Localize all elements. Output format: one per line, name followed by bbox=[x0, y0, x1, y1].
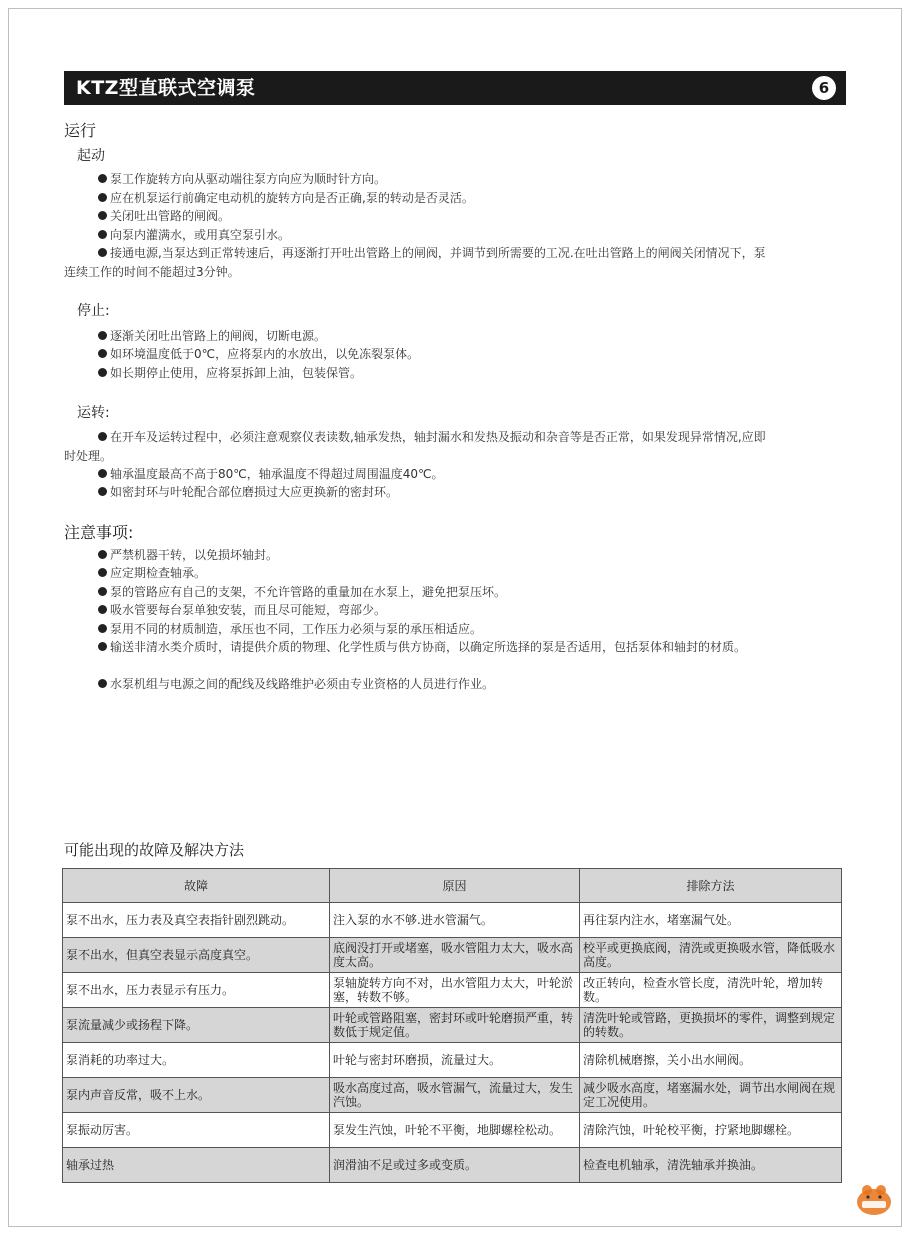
column-header-fault: 故障 bbox=[63, 869, 330, 903]
subheading-run: 运转: bbox=[77, 405, 110, 421]
bullet-icon bbox=[98, 605, 107, 614]
subheading-stop: 停止: bbox=[77, 303, 110, 319]
bullet-icon bbox=[98, 568, 107, 577]
bullet-icon bbox=[98, 679, 107, 688]
section-heading-notes: 注意事项: bbox=[64, 523, 134, 542]
bullet-icon bbox=[98, 211, 107, 220]
fault-cell: 泵不出水，压力表显示有压力。 bbox=[63, 973, 330, 1008]
list-item: 吸水管要每台泵单独安装，而且尽可能短，弯部少。 bbox=[98, 601, 386, 620]
bullet-icon bbox=[98, 642, 107, 651]
page-title: KTZ型直联式空调泵 bbox=[76, 77, 256, 99]
list-item: 轴承温度最高不高于80℃，轴承温度不得超过周围温度40℃。 bbox=[98, 465, 444, 484]
list-item: 向泵内灌满水，或用真空泵引水。 bbox=[98, 226, 290, 245]
table-row bbox=[63, 1148, 842, 1183]
remedy-cell: 再往泵内注水，堵塞漏气处。 bbox=[580, 903, 842, 938]
bullet-icon bbox=[98, 432, 107, 441]
table-row bbox=[63, 1008, 842, 1043]
cause-cell: 吸水高度过高，吸水管漏气，流量过大，发生汽蚀。 bbox=[330, 1078, 580, 1113]
fault-cell: 泵消耗的功率过大。 bbox=[63, 1043, 330, 1078]
list-item: 关闭吐出管路的闸阀。 bbox=[98, 207, 230, 226]
fault-cell: 泵不出水，但真空表显示高度真空。 bbox=[63, 938, 330, 973]
list-item: 应定期检查轴承。 bbox=[98, 564, 206, 583]
table-row bbox=[63, 1078, 842, 1113]
column-header-cause: 原因 bbox=[330, 869, 580, 903]
fault-table bbox=[62, 868, 842, 1183]
bullet-icon bbox=[98, 550, 107, 559]
fault-table-title: 可能出现的故障及解决方法 bbox=[64, 841, 245, 859]
page-number-badge: 6 bbox=[812, 76, 836, 100]
remedy-cell: 改正转向，检查水管长度，清洗叶轮，增加转数。 bbox=[580, 973, 842, 1008]
fault-cell: 轴承过热 bbox=[63, 1148, 330, 1183]
list-item: 严禁机器干转，以免损坏轴封。 bbox=[98, 546, 278, 565]
remedy-cell: 检查电机轴承，清洗轴承并换油。 bbox=[580, 1148, 842, 1183]
list-item-long: 在开车及运转过程中，必须注意观察仪表读数,轴承发热，轴封漏水和发热及振动和杂音等是否正常，如果发现异常情况,应即时处理。 bbox=[64, 430, 766, 463]
remedy-cell: 清除汽蚀，叶轮校平衡，拧紧地脚螺栓。 bbox=[580, 1113, 842, 1148]
remedy-cell: 校平或更换底阀，清洗或更换吸水管，降低吸水高度。 bbox=[580, 938, 842, 973]
fault-cell: 泵内声音反常，吸不上水。 bbox=[63, 1078, 330, 1113]
table-row bbox=[63, 973, 842, 1008]
bullet-icon bbox=[98, 587, 107, 596]
cause-cell: 底阀没打开或堵塞，吸水管阻力太大，吸水高度太高。 bbox=[330, 938, 580, 973]
table-row bbox=[63, 938, 842, 973]
fault-cell: 泵流量减少或扬程下降。 bbox=[63, 1008, 330, 1043]
list-item-long: 输送非清水类介质时，请提供介质的物理、化学性质与供方协商，以确定所选择的泵是否适用，包括泵体和轴封的材质。 bbox=[64, 638, 774, 657]
subheading-start: 起动 bbox=[77, 148, 105, 164]
list-item: 泵工作旋转方向从驱动端往泵方向应为顺时针方向。 bbox=[98, 170, 386, 189]
table-row bbox=[63, 1043, 842, 1078]
remedy-cell: 减少吸水高度，堵塞漏水处，调节出水闸阀在规定工况使用。 bbox=[580, 1078, 842, 1113]
bullet-icon bbox=[98, 230, 107, 239]
cause-cell: 润滑油不足或过多或变质。 bbox=[330, 1148, 580, 1183]
remedy-cell: 清除机械磨擦，关小出水闸阀。 bbox=[580, 1043, 842, 1078]
bullet-icon bbox=[98, 349, 107, 358]
table-row bbox=[63, 903, 842, 938]
mascot-watermark-icon bbox=[852, 1178, 896, 1218]
bullet-icon bbox=[98, 624, 107, 633]
list-item: 应在机泵运行前确定电动机的旋转方向是否正确,泵的转动是否灵活。 bbox=[98, 189, 474, 208]
list-item: 水泵机组与电源之间的配线及线路维护必须由专业资格的人员进行作业。 bbox=[98, 675, 494, 694]
cause-cell: 叶轮或管路阻塞，密封环或叶轮磨损严重，转数低于规定值。 bbox=[330, 1008, 580, 1043]
cause-cell: 叶轮与密封环磨损，流量过大。 bbox=[330, 1043, 580, 1078]
bullet-icon bbox=[98, 331, 107, 340]
cause-cell: 泵发生汽蚀，叶轮不平衡，地脚螺栓松动。 bbox=[330, 1113, 580, 1148]
cause-cell: 泵轴旋转方向不对，出水管阻力太大，叶轮淤塞，转数不够。 bbox=[330, 973, 580, 1008]
title-bar bbox=[64, 71, 846, 105]
bullet-icon bbox=[98, 193, 107, 202]
bullet-icon bbox=[98, 248, 107, 257]
bullet-icon bbox=[98, 174, 107, 183]
remedy-cell: 清洗叶轮或管路，更换损坏的零件，调整到规定的转数。 bbox=[580, 1008, 842, 1043]
fault-cell: 泵不出水，压力表及真空表指针剧烈跳动。 bbox=[63, 903, 330, 938]
fault-cell: 泵振动厉害。 bbox=[63, 1113, 330, 1148]
list-item: 如长期停止使用，应将泵拆卸上油，包装保管。 bbox=[98, 364, 362, 383]
column-header-remedy: 排除方法 bbox=[580, 869, 842, 903]
list-item: 泵的管路应有自己的支架，不允许管路的重量加在水泵上，避免把泵压坏。 bbox=[98, 583, 506, 602]
table-row bbox=[63, 1113, 842, 1148]
list-item: 泵用不同的材质制造，承压也不同，工作压力必须与泵的承压相适应。 bbox=[98, 620, 482, 639]
list-item: 如密封环与叶轮配合部位磨损过大应更换新的密封环。 bbox=[98, 483, 398, 502]
section-heading-operation: 运行 bbox=[64, 121, 97, 140]
table-header-row bbox=[63, 869, 842, 903]
bullet-icon bbox=[98, 469, 107, 478]
bullet-icon bbox=[98, 368, 107, 377]
list-item: 逐渐关闭吐出管路上的闸阀，切断电源。 bbox=[98, 327, 326, 346]
list-item: 如环境温度低于0℃，应将泵内的水放出，以免冻裂泵体。 bbox=[98, 345, 419, 364]
list-item-long: 接通电源,当泵达到正常转速后，再逐渐打开吐出管路上的闸阀，并调节到所需要的工况.在吐出管路上的闸阀关闭情况下，泵连续工作的时间不能超过3分钟。 bbox=[64, 246, 766, 279]
cause-cell: 注入泵的水不够.进水管漏气。 bbox=[330, 903, 580, 938]
bullet-icon bbox=[98, 487, 107, 496]
